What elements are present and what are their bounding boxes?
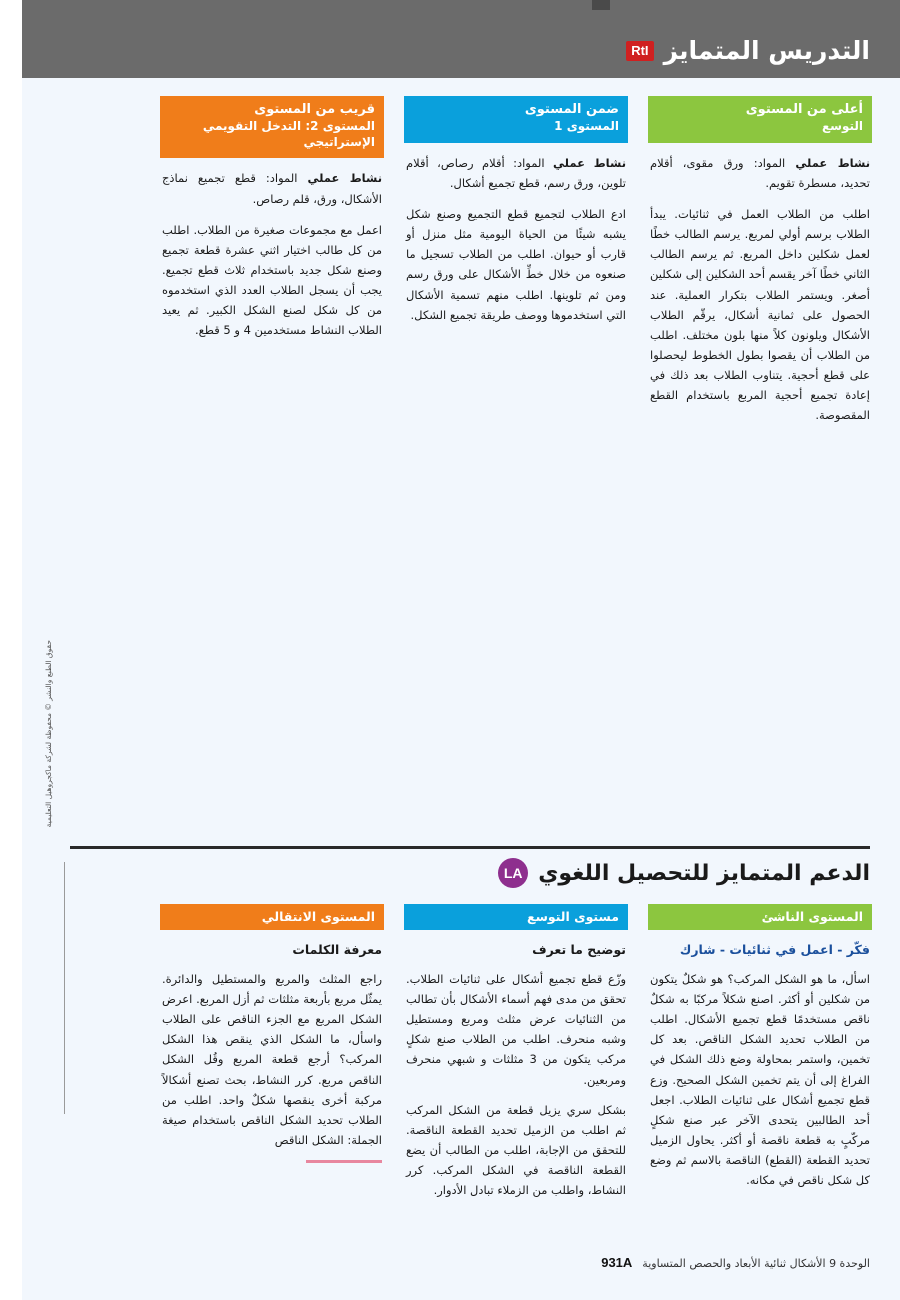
column-subtitle: المستوى 2: التدخل التقويمي الإستراتيجي [202,119,375,149]
paragraph: وزّع قطع تجميع أشكال على ثنائيات الطلاب. تحقق من مدى فهم أسماء الأشكال بأن تطالب من الثنائيات عرض مثلث ومربع ومستطيل وشبه منحرف. اطلب من الطلاب صنع شكلٍ مركب يتكون من 3 مثلثات و شبهي منحرف ومربعين. [406,971,626,1087]
section-divider [70,846,870,849]
la-column-expanding [404,904,628,1210]
header-title-group [626,38,870,63]
la-column-emerging [648,904,872,1210]
column-body-approaching-level [160,158,384,340]
materials-label: نشاط عملي [553,155,627,170]
paragraph: ادع الطلاب لتجميع قطع التجميع وصنع شكل يشبه شيئًا من الحياة اليومية مثل منزل أو قارب أو حيوان. اطلب من الطلاب تسجيل ما صنعوه من خلال خطِّ الأشكال على ورق رسم ومن ثم تلوينها. اطلب منهم تسمية الأشكال التي استخدموها ووصف طريقة تجميع الشكل. [406,207,626,322]
paragraph: اطلب من الطلاب العمل في ثنائيات. يبدأ الطلاب برسم أولي لمربع. يرسم الطالب خطًا لعمل شكلين داخل المربع. ثم يرسم الطالب الثاني خطًا آخر يقسم أحد الشكلين إلى شكلين أصغر. ويستمر الطلاب بتكرار العملية. عند الحصول على ثمانية أشكال، يرقّم الطلاب الأشكال ويلونون كلاً منها بلون مختلف. اطلب من الطلاب أن يقصوا بطول الخطوط ليحصلوا على قطع أحجية. يتناوب الطلاب بعد ذلك في إعادة تجميع أحجية المربع باستخدام القطع المقصوصة. [650,207,870,423]
answer-blank-rule [306,1160,382,1163]
la-column-header-transitioning: المستوى الانتقالي [160,904,384,930]
column-approaching-level [160,96,384,436]
column-title: أعلى من المستوى [745,102,863,117]
la-columns [0,904,900,1210]
copyright-sidenote: حقوق الطبع والنشر © محفوظة لشركة ماكجروهيل التعليمية [44,640,53,828]
column-subtitle: التوسع [821,119,863,134]
materials-text: المواد: قطع تجميع نماذج الأشكال، ورق، قلم رصاص. [162,171,382,206]
paragraph: بشكل سري يزيل قطعة من الشكل المركب ثم اطلب من الزميل تحديد القطعة الناقصة. للتحقق من الإجابة، اطلب من الطالب أن يضع القطعة الناقصة في الشكل المركب. كرر النشاط، واطلب من الزملاء تبادل الأدوار. [406,1102,626,1198]
rti-columns [0,96,900,436]
la-header-group [498,858,870,888]
header-left-notch [0,0,22,78]
la-column-body-transitioning [160,930,384,1163]
column-body-on-level [404,143,628,325]
materials-text: المواد: ورق مقوى، أقلام تحديد، مسطرة تقويم. [650,155,870,190]
column-title: ضمن المستوى [524,102,619,117]
page-number: 931A [601,1255,633,1270]
column-on-level [404,96,628,436]
footer [601,1255,870,1270]
paragraph: اعمل مع مجموعات صغيرة من الطلاب. اطلب من كل طالب اختيار اثني عشرة قطعة تجميع وصنع شكل جديد باستخدام ثلاث قطع تجميع. يجب أن يسجل الطلاب العدد الذي استخدموه من كل شكل لصنع الشكل الكبير. ثم يعيد الطلاب النشاط مستخدمين 4 و 5 قطع. [162,222,382,338]
la-subtitle: فكّر - اعمل في ثنائيات - شارك [679,942,870,957]
materials-label: نشاط عملي [307,171,383,186]
materials-line [162,168,382,208]
column-header-approaching-level [160,96,384,158]
side-rule [64,862,65,1114]
footer-text: الوحدة 9 الأشكال ثنائية الأبعاد والحصص المتساوية [642,1257,870,1270]
page-title: التدريس المتمايز [663,36,870,65]
materials-line [650,153,870,193]
column-header-above-level [648,96,872,143]
la-subtitle: توضيح ما تعرف [532,942,626,957]
column-title: قريب من المستوى [254,102,375,117]
paragraph: راجع المثلث والمربع والمستطيل والدائرة. يمثّل مربع بأربعة مثلثات ثم أزل المربع. اعرض الشكل المربع مع الجزء الناقص على الطلاب واسأل، ما الشكل الذي ينقص هذا الشكل المركب؟ أرجع قطعة المربع وقُل الشكل الناقص مربع. كرر النشاط، بحث تصنع أشكالاً مركبة أخرى ينقصها شكلٌ واحد. اطلب من الطلاب تحديد الشكل الناقص باستخدام صيغة الجملة: الشكل الناقص [162,971,382,1147]
la-badge: LA [498,858,528,888]
la-column-header-emerging: المستوى الناشئ [648,904,872,930]
column-subtitle: المستوى 1 [554,119,619,134]
la-subtitle: معرفة الكلمات [292,942,382,957]
header-tab-marker [592,0,610,10]
column-body-above-level [648,143,872,426]
la-column-header-expanding: مستوى التوسع [404,904,628,930]
rti-badge: RtI [626,41,653,61]
materials-line [406,153,626,193]
paragraph: اسأل، ما هو الشكل المركب؟ هو شكلٌ يتكون من شكلين أو أكثر. اصنع شكلاً مركبًا به شكلٌ ناقص مستخدمًا قطع تجميع الأشكال. اطلب من الطلاب تحديد الشكل الناقص. بعد كل تخمين، واستمر بمحاولة وضع ذلك الشكل في الفراغ إلى أن يتم تخمين الشكل الصحيح. وزع قطع تجميع أشكال على ثنائيات الطلاب. اجعل أحد الطالبين يتحدى الآخر عبر صنع شكلٍ مركّبٍ به قطعة ناقصة أو أكثر. يحاول الزميل تحديد القطعة (القطع) الناقصة بالاسم ثم وضع كل شكل ناقص في مكانه. [650,971,870,1188]
la-column-transitioning [160,904,384,1210]
column-header-on-level [404,96,628,143]
la-column-body-expanding [404,930,628,1200]
materials-text: المواد: أقلام رصاص، أقلام تلوين، ورق رسم، قطع تجميع أشكال. [406,155,626,190]
la-section-title: الدعم المتمايز للتحصيل اللغوي [538,860,870,886]
materials-label: نشاط عملي [795,155,871,170]
la-column-body-emerging [648,930,872,1190]
column-above-level [648,96,872,436]
